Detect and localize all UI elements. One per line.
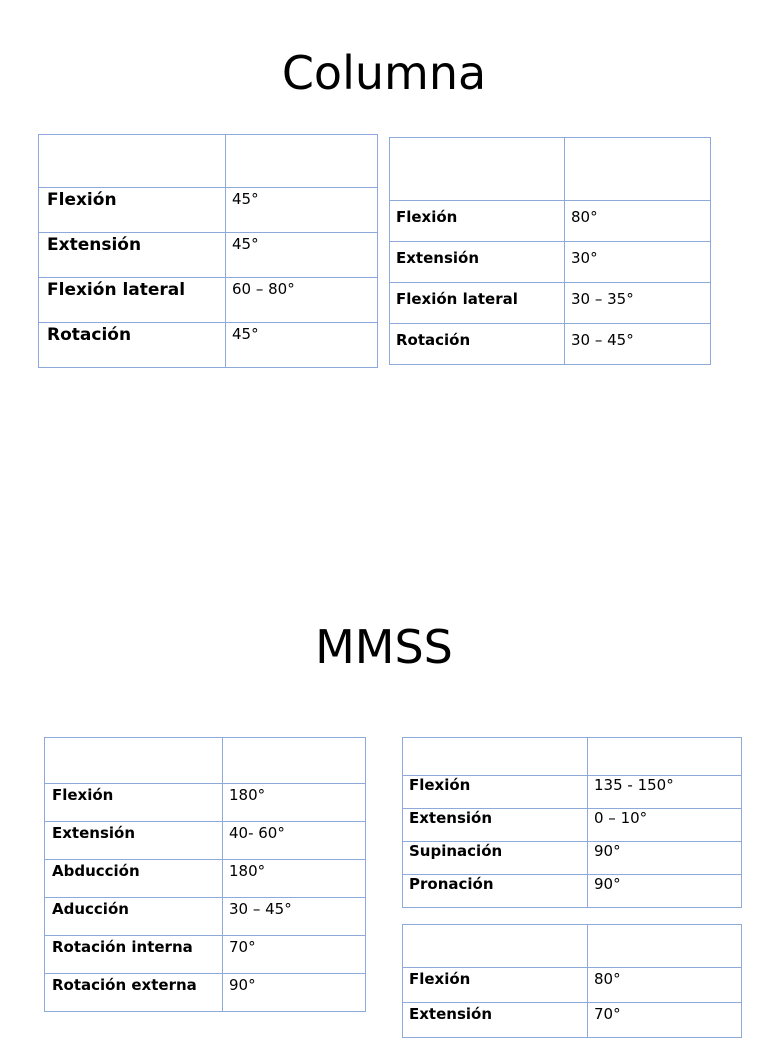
table-row <box>403 776 742 809</box>
table-row <box>39 188 378 233</box>
columna-table-2 <box>389 137 711 365</box>
movement-cell: Rotación <box>39 323 226 368</box>
table-header-row <box>403 925 742 968</box>
table-row <box>39 233 378 278</box>
table-row <box>45 974 366 1012</box>
movement-cell: Pronación <box>403 875 588 908</box>
table-row <box>45 936 366 974</box>
mmss-table-2 <box>402 737 742 908</box>
movement-cell: Flexión lateral <box>39 278 226 323</box>
table-header-row <box>45 738 366 784</box>
movement-cell: Flexión <box>45 784 223 822</box>
table-header-row <box>39 135 378 188</box>
columna-table-1 <box>38 134 378 368</box>
movement-cell: Aducción <box>45 898 223 936</box>
movement-cell: Extensión <box>403 1003 588 1038</box>
section-title-columna: Columna <box>281 46 487 100</box>
table-header-row <box>390 138 711 201</box>
table-row <box>45 822 366 860</box>
value-cell: 45° <box>226 323 378 368</box>
table-row <box>39 323 378 368</box>
value-cell: 30 – 45° <box>223 898 366 936</box>
table-row <box>45 860 366 898</box>
section-title-mmss: MMSS <box>315 620 453 674</box>
value-cell: 90° <box>223 974 366 1012</box>
value-cell: 90° <box>588 842 742 875</box>
table-row <box>45 898 366 936</box>
movement-cell: Extensión <box>403 809 588 842</box>
value-cell: 180° <box>223 784 366 822</box>
movement-cell: Rotación interna <box>45 936 223 974</box>
value-cell: 135 - 150° <box>588 776 742 809</box>
value-cell: 30 – 35° <box>565 283 711 324</box>
value-cell: 30° <box>565 242 711 283</box>
value-cell: 80° <box>565 201 711 242</box>
value-cell: 90° <box>588 875 742 908</box>
movement-cell: Abducción <box>45 860 223 898</box>
table-row <box>390 324 711 365</box>
value-cell: 0 – 10° <box>588 809 742 842</box>
table-row <box>403 809 742 842</box>
movement-cell: Extensión <box>390 242 565 283</box>
mmss-table-3 <box>402 924 742 1038</box>
movement-cell: Rotación externa <box>45 974 223 1012</box>
movement-cell: Flexión <box>403 776 588 809</box>
table-row <box>390 242 711 283</box>
movement-cell: Extensión <box>39 233 226 278</box>
value-cell: 70° <box>588 1003 742 1038</box>
table-row <box>403 1003 742 1038</box>
value-cell: 180° <box>223 860 366 898</box>
table-row <box>403 875 742 908</box>
table-row <box>39 278 378 323</box>
value-cell: 45° <box>226 188 378 233</box>
movement-cell: Flexión <box>390 201 565 242</box>
value-cell: 45° <box>226 233 378 278</box>
movement-cell: Flexión <box>403 968 588 1003</box>
table-row <box>390 283 711 324</box>
movement-cell: Supinación <box>403 842 588 875</box>
table-row <box>403 842 742 875</box>
table-header-row <box>403 738 742 776</box>
value-cell: 30 – 45° <box>565 324 711 365</box>
table-row <box>390 201 711 242</box>
value-cell: 60 – 80° <box>226 278 378 323</box>
mmss-table-1 <box>44 737 366 1012</box>
movement-cell: Flexión lateral <box>390 283 565 324</box>
value-cell: 70° <box>223 936 366 974</box>
movement-cell: Extensión <box>45 822 223 860</box>
movement-cell: Flexión <box>39 188 226 233</box>
table-row <box>45 784 366 822</box>
value-cell: 40- 60° <box>223 822 366 860</box>
table-row <box>403 968 742 1003</box>
movement-cell: Rotación <box>390 324 565 365</box>
value-cell: 80° <box>588 968 742 1003</box>
